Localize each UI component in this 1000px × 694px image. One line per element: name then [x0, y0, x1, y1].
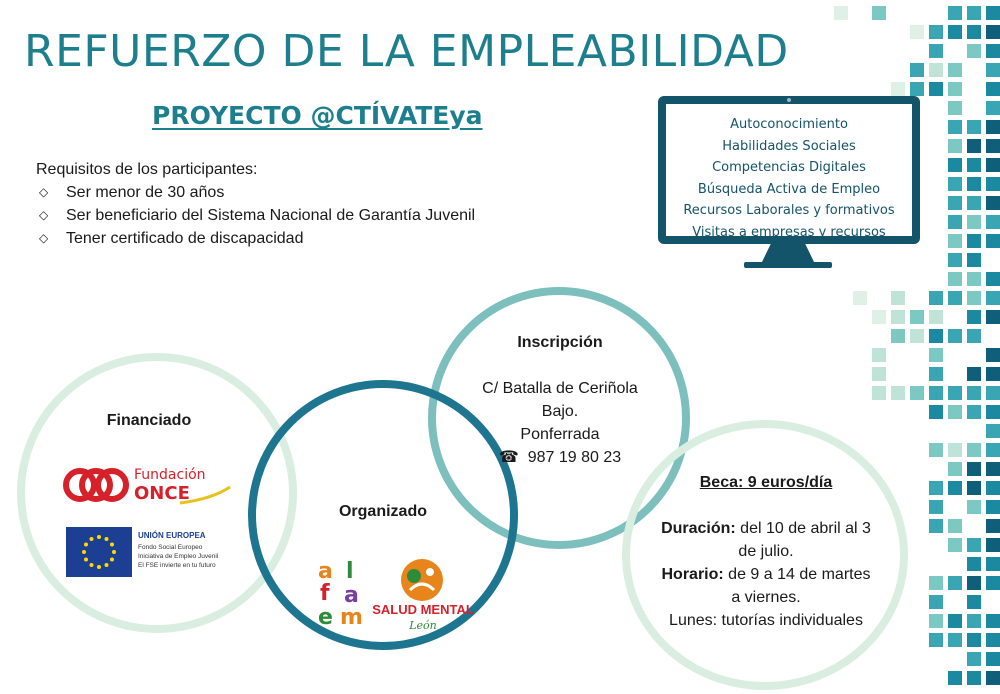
- mosaic-tile: [872, 6, 886, 20]
- mosaic-tile: [948, 386, 962, 400]
- mosaic-tile: [948, 443, 962, 457]
- salud-mental-leon-logo: [370, 556, 476, 634]
- mosaic-tile: [986, 538, 1000, 552]
- mosaic-tile: [948, 158, 962, 172]
- mosaic-tile: [891, 310, 905, 324]
- diamond-bullet-icon: ◇: [39, 231, 49, 245]
- mosaic-tile: [929, 405, 943, 419]
- list-item: Búsqueda Activa de Empleo: [697, 181, 881, 197]
- mosaic-tile: [967, 329, 981, 343]
- mosaic-tile: [872, 310, 886, 324]
- svg-text:León: León: [409, 619, 437, 632]
- monitor-stand-neck: [761, 244, 815, 264]
- monitor-icon: [658, 96, 920, 244]
- list-item: Habilidades Sociales: [722, 138, 856, 154]
- mosaic-tile: [986, 272, 1000, 286]
- mosaic-tile: [967, 158, 981, 172]
- mosaic-tile: [986, 557, 1000, 571]
- mosaic-tile: [986, 25, 1000, 39]
- mosaic-tile: [929, 633, 943, 647]
- mosaic-tile: [986, 633, 1000, 647]
- mosaic-tile: [948, 405, 962, 419]
- mosaic-tile: [986, 177, 1000, 191]
- mosaic-tile: [948, 82, 962, 96]
- address-line-1: C/ Batalla de Ceriñola: [482, 380, 638, 397]
- mosaic-tile: [948, 120, 962, 134]
- beca-title: Beca: 9 euros/día: [699, 474, 833, 491]
- svg-text:m: m: [340, 605, 363, 628]
- mosaic-tile: [967, 234, 981, 248]
- mosaic-tile: [967, 500, 981, 514]
- mosaic-tile: [948, 329, 962, 343]
- mosaic-tile: [986, 139, 1000, 153]
- mosaic-tile: [986, 405, 1000, 419]
- mosaic-tile: [948, 519, 962, 533]
- mosaic-tile: [986, 310, 1000, 324]
- phone-icon: ☎: [498, 449, 519, 466]
- fundacion-once-logo: [62, 463, 232, 509]
- svg-text:f: f: [320, 581, 330, 606]
- mosaic-tile: [986, 424, 1000, 438]
- mosaic-tile: [986, 671, 1000, 685]
- svg-text:Fundación: Fundación: [134, 467, 206, 483]
- mosaic-tile: [891, 82, 905, 96]
- list-item: ◇ Ser menor de 30 años: [36, 181, 475, 204]
- mosaic-tile: [929, 614, 943, 628]
- mosaic-tile: [929, 576, 943, 590]
- mosaic-tile: [929, 481, 943, 495]
- mosaic-tile: [967, 671, 981, 685]
- mosaic-tile: [986, 101, 1000, 115]
- duration-text: Duración: del 10 de abril al 3 de julio.: [661, 520, 871, 560]
- mosaic-tile: [891, 291, 905, 305]
- project-subtitle: PROYECTO @CTÍVATEya: [152, 101, 483, 130]
- mosaic-tile: [967, 215, 981, 229]
- mosaic-tile: [891, 386, 905, 400]
- beca-block: [658, 471, 874, 632]
- mosaic-tile: [986, 614, 1000, 628]
- mosaic-tile: [929, 44, 943, 58]
- mosaic-tile: [967, 405, 981, 419]
- mosaic-tile: [967, 25, 981, 39]
- mosaic-tile: [891, 329, 905, 343]
- mosaic-tile: [910, 329, 924, 343]
- mosaic-tile: [929, 500, 943, 514]
- mosaic-tile: [910, 386, 924, 400]
- svg-text:a: a: [318, 559, 333, 584]
- mosaic-tile: [967, 367, 981, 381]
- mosaic-tile: [967, 44, 981, 58]
- mosaic-tile: [986, 196, 1000, 210]
- svg-text:SALUD MENTAL: SALUD MENTAL: [372, 602, 474, 617]
- mosaic-tile: [948, 196, 962, 210]
- mosaic-tile: [910, 63, 924, 77]
- mosaic-tile: [967, 652, 981, 666]
- mosaic-tile: [948, 6, 962, 20]
- mosaic-tile: [967, 196, 981, 210]
- mosaic-tile: [967, 253, 981, 267]
- requirements-heading: Requisitos de los participantes:: [36, 161, 258, 178]
- mosaic-tile: [948, 272, 962, 286]
- mosaic-tile: [986, 481, 1000, 495]
- mosaic-tile: [929, 82, 943, 96]
- mosaic-tile: [967, 595, 981, 609]
- mosaic-tile: [986, 652, 1000, 666]
- mosaic-tile: [872, 348, 886, 362]
- mosaic-tile: [967, 462, 981, 476]
- mosaic-tile: [986, 44, 1000, 58]
- svg-text:l: l: [346, 559, 354, 584]
- mosaic-tile: [910, 82, 924, 96]
- mosaic-tile: [929, 329, 943, 343]
- mosaic-tile: [948, 101, 962, 115]
- list-item: Competencias Digitales: [712, 160, 866, 175]
- list-item: Recursos Laborales y formativos: [683, 203, 895, 218]
- page-title: REFUERZO DE LA EMPLEABILIDAD: [24, 26, 789, 77]
- mosaic-tile: [967, 576, 981, 590]
- financed-label: Financiado: [106, 412, 192, 429]
- address-line-3: Ponferrada: [520, 426, 600, 443]
- phone-number: 987 19 80 23: [527, 449, 622, 466]
- mosaic-tile: [967, 272, 981, 286]
- mosaic-tile: [948, 462, 962, 476]
- mosaic-tile: [967, 177, 981, 191]
- mosaic-tile: [986, 443, 1000, 457]
- mosaic-tile: [872, 367, 886, 381]
- mosaic-tile: [986, 158, 1000, 172]
- mosaic-tile: [929, 519, 943, 533]
- mosaic-tile: [986, 386, 1000, 400]
- mosaic-tile: [967, 386, 981, 400]
- mosaic-tile: [986, 500, 1000, 514]
- mosaic-tile: [986, 6, 1000, 20]
- mosaic-tile: [834, 6, 848, 20]
- mosaic-tile: [929, 291, 943, 305]
- address-line-2: Bajo.: [541, 403, 579, 420]
- requirements-section: [36, 158, 475, 250]
- mosaic-tile: [872, 386, 886, 400]
- mosaic-tile: [948, 576, 962, 590]
- alfaem-logo: [316, 558, 372, 628]
- mosaic-tile: [967, 6, 981, 20]
- mosaic-tile: [986, 519, 1000, 533]
- mosaic-tile: [929, 386, 943, 400]
- schedule-text: Horario: de 9 a 14 de martes a viernes.: [661, 566, 871, 606]
- mosaic-tile: [986, 462, 1000, 476]
- monitor-stand-base: [744, 262, 832, 268]
- mosaic-tile: [967, 557, 981, 571]
- mosaic-tile: [948, 671, 962, 685]
- union-europea-logo: UNIÓN EUROPEA Fondo Social Europeo Iniciativa de Empleo Juvenil El FSE invierte en tu futuro: [66, 527, 222, 579]
- mosaic-tile: [948, 614, 962, 628]
- mosaic-tile: [986, 120, 1000, 134]
- mosaic-tile: [986, 291, 1000, 305]
- mosaic-tile: [967, 443, 981, 457]
- mosaic-tile: [967, 538, 981, 552]
- diamond-bullet-icon: ◇: [39, 185, 49, 199]
- mosaic-tile: [967, 139, 981, 153]
- mosaic-tile: [986, 348, 1000, 362]
- list-item: Autoconocimiento: [730, 117, 848, 132]
- mosaic-tile: [967, 481, 981, 495]
- mosaic-tile: [948, 139, 962, 153]
- mosaic-tile: [948, 481, 962, 495]
- mosaic-tile: [948, 633, 962, 647]
- organized-label: Organizado: [338, 503, 427, 520]
- mosaic-tile: [929, 63, 943, 77]
- mosaic-tile: [948, 253, 962, 267]
- mosaic-tile: [929, 367, 943, 381]
- mosaic-tile: [948, 177, 962, 191]
- monday-text: Lunes: tutorías individuales: [669, 612, 863, 629]
- inscription-label: Inscripción: [517, 334, 603, 351]
- mosaic-tile: [948, 538, 962, 552]
- mosaic-tile: [853, 291, 867, 305]
- list-item: ◇ Ser beneficiario del Sistema Nacional de Garantía Juvenil: [36, 204, 475, 227]
- mosaic-tile: [910, 25, 924, 39]
- mosaic-tile: [986, 63, 1000, 77]
- mosaic-tile: [948, 291, 962, 305]
- svg-text:e: e: [318, 605, 333, 628]
- svg-text:a: a: [344, 583, 359, 608]
- mosaic-tile: [967, 310, 981, 324]
- mosaic-tile: [929, 595, 943, 609]
- mosaic-tile: [986, 82, 1000, 96]
- mosaic-tile: [967, 120, 981, 134]
- mosaic-tile: [986, 367, 1000, 381]
- mosaic-tile: [967, 614, 981, 628]
- inscription-block: [450, 331, 670, 469]
- mosaic-tile: [986, 576, 1000, 590]
- mosaic-tile: [967, 633, 981, 647]
- mosaic-tile: [910, 310, 924, 324]
- mosaic-tile: [986, 234, 1000, 248]
- eu-flag-icon: [66, 527, 132, 577]
- mosaic-tile: [948, 215, 962, 229]
- phone-line: [450, 446, 670, 469]
- svg-text:ONCE: ONCE: [134, 483, 190, 504]
- list-item: Visitas a empresas y recursos: [692, 224, 886, 240]
- mosaic-tile: [929, 25, 943, 39]
- mosaic-tile: [967, 291, 981, 305]
- requirements-list: [36, 181, 475, 250]
- mosaic-tile: [986, 215, 1000, 229]
- list-item: ◇ Tener certificado de discapacidad: [36, 227, 475, 250]
- monitor-camera-dot: [787, 98, 791, 102]
- mosaic-tile: [948, 234, 962, 248]
- mosaic-tile: [929, 310, 943, 324]
- diamond-bullet-icon: ◇: [39, 208, 49, 222]
- mosaic-tile: [948, 63, 962, 77]
- mosaic-tile: [948, 25, 962, 39]
- mosaic-tile: [929, 348, 943, 362]
- course-topics-list: [666, 104, 912, 243]
- mosaic-tile: [929, 443, 943, 457]
